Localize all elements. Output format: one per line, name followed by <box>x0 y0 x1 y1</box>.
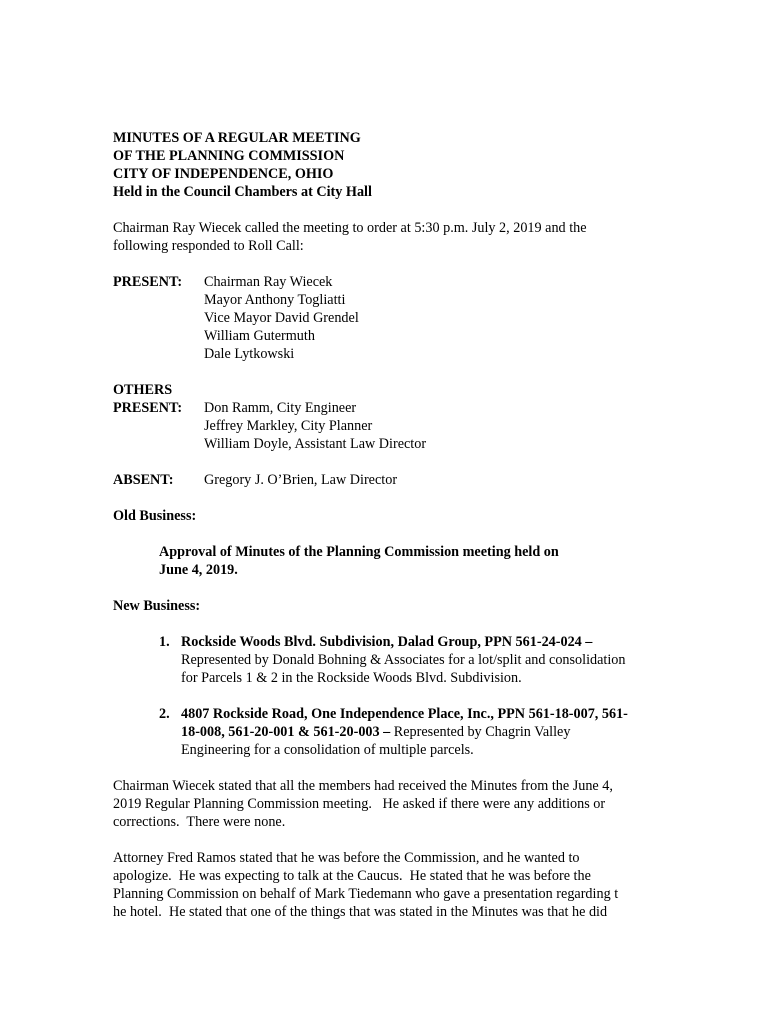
new-business-item-1 <box>159 633 673 687</box>
minutes-paragraph-2 <box>113 849 673 921</box>
paragraph-line: he hotel. He stated that one of the things that was stated in the Minutes was that he did <box>113 904 608 920</box>
item-number: 1. <box>159 634 170 650</box>
item-line: 4807 Rockside Road, One Independence Place, Inc., PPN 561-18-007, 561- <box>181 706 628 722</box>
title-line: CITY OF INDEPENDENCE, OHIO <box>113 166 334 182</box>
old-business-item-line: June 4, 2019. <box>159 562 238 578</box>
present-label: PRESENT: <box>113 274 183 290</box>
title-line: MINUTES OF A REGULAR MEETING <box>113 130 361 146</box>
present-roster <box>113 273 673 363</box>
intro-line: following responded to Roll Call: <box>113 238 304 254</box>
item-line: Rockside Woods Blvd. Subdivision, Dalad Group, PPN 561-24-024 – <box>181 634 593 650</box>
new-business-heading: New Business: <box>113 598 201 614</box>
paragraph-line: apologize. He was expecting to talk at the Caucus. He stated that he was before the <box>113 868 591 884</box>
item-line <box>181 723 673 741</box>
document-title <box>113 129 673 201</box>
intro-line: Chairman Ray Wiecek called the meeting to order at 5:30 p.m. July 2, 2019 and the <box>113 220 587 236</box>
title-line: OF THE PLANNING COMMISSION <box>113 148 345 164</box>
others-name: Don Ramm, City Engineer <box>204 400 357 416</box>
others-label-line1: OTHERS <box>113 382 173 398</box>
present-name: Dale Lytkowski <box>204 346 295 362</box>
old-business-heading: Old Business: <box>113 508 197 524</box>
item-line: for Parcels 1 & 2 in the Rockside Woods Blvd. Subdivision. <box>181 670 522 686</box>
present-name: William Gutermuth <box>204 328 315 344</box>
others-name: William Doyle, Assistant Law Director <box>204 436 427 452</box>
new-business-item-2 <box>159 705 673 759</box>
absent-roster <box>113 471 673 489</box>
item-line: Represented by Donald Bohning & Associates for a lot/split and consolidation <box>181 652 626 668</box>
paragraph-line: Attorney Fred Ramos stated that he was before the Commission, and he wanted to <box>113 850 580 866</box>
item-bold-segment: 18-008, 561-20-001 & 561-20-003 – <box>181 724 391 740</box>
paragraph-line: Planning Commission on behalf of Mark Tiedemann who gave a presentation regarding t <box>113 886 619 902</box>
present-name: Mayor Anthony Togliatti <box>204 292 346 308</box>
absent-label: ABSENT: <box>113 472 174 488</box>
minutes-paragraph-1 <box>113 777 673 831</box>
absent-name: Gregory J. O’Brien, Law Director <box>204 472 398 488</box>
title-line: Held in the Council Chambers at City Hall <box>113 184 372 200</box>
others-name: Jeffrey Markley, City Planner <box>204 418 373 434</box>
others-label-line2: PRESENT: <box>113 400 183 416</box>
item-plain-segment: Represented by Chagrin Valley <box>390 724 571 740</box>
item-number: 2. <box>159 706 170 722</box>
intro-paragraph <box>113 219 673 255</box>
old-business-item <box>159 543 673 579</box>
document-page <box>113 129 673 921</box>
paragraph-line: 2019 Regular Planning Commission meeting. He asked if there were any additions or <box>113 796 606 812</box>
present-name: Chairman Ray Wiecek <box>204 274 333 290</box>
present-name: Vice Mayor David Grendel <box>204 310 359 326</box>
item-line: Engineering for a consolidation of multiple parcels. <box>181 742 474 758</box>
paragraph-line: Chairman Wiecek stated that all the members had received the Minutes from the June 4, <box>113 778 613 794</box>
paragraph-line: corrections. There were none. <box>113 814 286 830</box>
old-business-item-line: Approval of Minutes of the Planning Commission meeting held on <box>159 544 559 560</box>
others-present-roster <box>113 381 673 453</box>
